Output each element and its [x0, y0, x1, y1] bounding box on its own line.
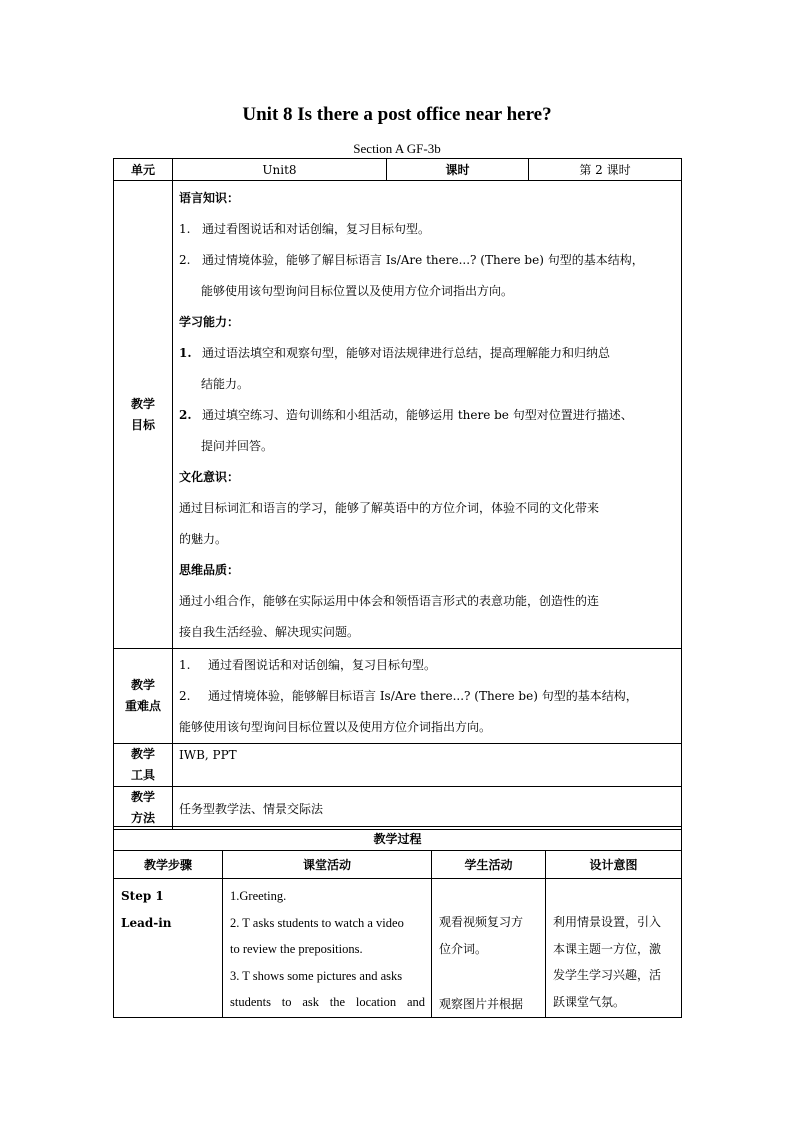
methods-label-2: 方法 [130, 811, 155, 825]
unit-label: 单元 [114, 159, 173, 181]
language-heading: 语言知识： [179, 191, 240, 205]
key-point-1-num: 1. [179, 658, 191, 672]
document-title: Unit 8 Is there a post office near here? [242, 104, 552, 125]
ability-item-2-cont: 提问并回答。 [201, 439, 274, 453]
key-points-label-2: 重难点 [124, 699, 161, 713]
ability-item-1-cont: 结能力。 [201, 377, 250, 391]
language-item-1 [173, 214, 681, 245]
key-points-content [173, 649, 682, 744]
column-header-student: 学生活动 [432, 851, 546, 879]
thinking-text-cont: 接自我生活经验、解决现实问题。 [179, 625, 360, 639]
step-line-1: Step 1 [121, 889, 164, 903]
language-item-1-text: 通过看图说话和对话创编，复习目标句型。 [202, 222, 431, 236]
activity-line-5: students to ask the location and [230, 995, 425, 1009]
tools-label-2: 工具 [130, 768, 155, 782]
period-label: 课时 [387, 159, 529, 181]
intent-line-4: 跃课堂气氛。 [553, 994, 626, 1009]
ability-item-1 [173, 338, 681, 369]
objectives-content [173, 181, 682, 649]
step-cell [114, 879, 223, 1018]
key-point-1 [173, 650, 681, 681]
student-line-2: 位介词。 [439, 941, 488, 956]
methods-content [173, 787, 682, 830]
objectives-label-2: 目标 [130, 417, 155, 432]
activity-line-3: to review the prepositions. [230, 942, 363, 956]
process-heading: 教学过程 [114, 827, 682, 851]
key-point-1-text: 通过看图说话和对话创编，复习目标句型。 [208, 658, 437, 672]
activity-line-4: 3. T shows some pictures and asks [230, 968, 403, 983]
student-line-5: 观察图片并根据 [439, 996, 524, 1011]
key-points-label [114, 649, 173, 744]
key-point-2 [173, 681, 681, 712]
language-item-1-num: 1. [179, 222, 191, 236]
intent-line-2: 本课主题一方位，激 [553, 941, 662, 956]
activity-line-1: 1.Greeting. [230, 889, 287, 903]
student-text [432, 879, 545, 1017]
period-value: 第 2 课时 [529, 159, 682, 181]
ability-heading: 学习能力： [179, 315, 240, 329]
tools-label-1: 教学 [130, 747, 155, 761]
student-line-1: 观看视频复习方 [439, 915, 524, 929]
column-header-activity: 课堂活动 [223, 851, 432, 879]
intent-line-1: 利用情景设置，引入 [553, 915, 662, 929]
language-item-2-text: 通过情境体验，能够了解目标语言 Is/Are there...? (There be) 句型的基本结构， [202, 253, 644, 267]
lesson-info-table [113, 158, 682, 830]
activity-line-2: 2. T asks students to watch a video [230, 915, 404, 930]
methods-value: 任务型教学法、情景交际法 [179, 801, 324, 816]
tools-value: IWB, PPT [179, 748, 237, 762]
column-header-step: 教学步骤 [114, 851, 223, 879]
thinking-text: 通过小组合作，能够在实际运用中体会和领悟语言形式的表意功能，创造性的连 [179, 594, 600, 608]
ability-item-2-num: 2. [179, 408, 192, 422]
objectives-label [114, 181, 173, 649]
language-item-2 [173, 245, 681, 276]
key-point-2-text: 通过情境体验，能够解目标语言 Is/Are there...? (There be) 句型的基本结构， [208, 689, 638, 703]
activity-text [223, 879, 431, 1016]
column-header-intent: 设计意图 [546, 851, 682, 879]
ability-item-2-text: 通过填空练习、造句训练和小组活动，能够运用 there be 句型对位置进行描述、 [202, 408, 633, 422]
student-cell [432, 879, 546, 1018]
intent-cell [546, 879, 682, 1018]
tools-content [173, 744, 682, 787]
objectives-label-1: 教学 [130, 396, 155, 411]
key-point-2-cont: 能够使用该句型询问目标位置以及使用方位介词指出方向。 [179, 720, 492, 734]
ability-item-1-text: 通过语法填空和观察句型，能够对语法规律进行总结，提高理解能力和归纳总 [202, 346, 611, 360]
culture-heading: 文化意识： [179, 470, 240, 484]
ability-item-1-num: 1. [179, 346, 192, 360]
document-subtitle: Section A GF-3b [353, 141, 441, 156]
unit-value: Unit8 [173, 159, 387, 181]
language-item-2-num: 2. [179, 253, 191, 267]
activity-cell [223, 879, 432, 1018]
culture-text-cont: 的魅力。 [179, 532, 228, 546]
tools-label [114, 744, 173, 787]
key-point-2-num: 2. [179, 689, 191, 703]
step-line-2: Lead-in [121, 915, 172, 930]
intent-text [546, 879, 681, 1015]
intent-line-3: 发学生学习兴趣，活 [553, 968, 662, 982]
culture-text: 通过目标词汇和语言的学习，能够了解英语中的方位介词，体验不同的文化带来 [179, 501, 600, 515]
step-name [114, 879, 222, 936]
key-points-label-1: 教学 [130, 678, 155, 692]
methods-label [114, 787, 173, 830]
methods-label-1: 教学 [130, 790, 155, 804]
thinking-heading: 思维品质： [179, 563, 240, 577]
ability-item-2 [173, 400, 681, 431]
language-item-2-cont: 能够使用该句型询问目标位置以及使用方位介词指出方向。 [201, 284, 514, 298]
process-table [113, 826, 682, 1018]
